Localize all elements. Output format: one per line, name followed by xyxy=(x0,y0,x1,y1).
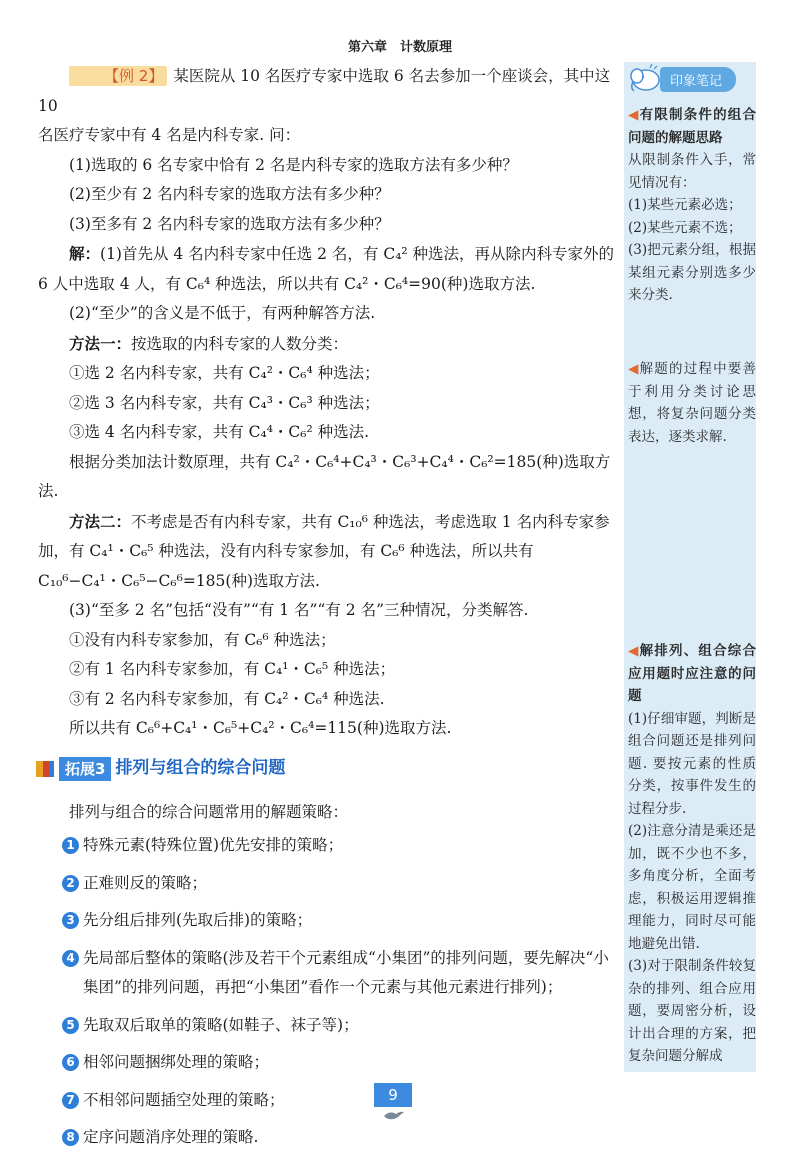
method-2-label: 方法二： xyxy=(69,511,132,531)
note-1-item: (3)把元素分组，根据某组元素分别选多少来分类. xyxy=(628,242,756,303)
strategy-text: 定序问题消序处理的策略. xyxy=(83,1128,259,1146)
solution-label: 解： xyxy=(69,244,101,263)
number-badge-icon: 5 xyxy=(62,1017,79,1034)
number-badge-icon: 7 xyxy=(62,1092,79,1109)
strategy-item xyxy=(38,1086,616,1116)
strategy-item xyxy=(38,1123,616,1153)
section-intro: 排列与组合的综合问题常用的解题策略： xyxy=(69,802,349,821)
example-problem-cont: 名医疗专家中有 4 名是内科专家. 问： xyxy=(38,126,301,144)
solution-part-1: (1)首先从 4 名内科专家中任选 2 名，有 C₄² 种选法，再从除内科专家外的 6 人中选取 4 人，有 C₆⁴ 种选法，所以共有 C₄²・C₆⁴=90(种)选取方法. xyxy=(38,245,615,293)
number-badge-icon: 3 xyxy=(62,912,79,929)
solution-part-2: (2)“至少”的含义是不低于，有两种解答方法. xyxy=(69,304,376,322)
note-1-title: 有限制条件的组合问题的解题思路 xyxy=(628,107,757,146)
strategy-item xyxy=(38,869,616,899)
note-1-item: (2)某些元素不选； xyxy=(628,219,742,236)
note-1-item: (1)某些元素必选； xyxy=(628,197,742,213)
note-3-item: (3)对于限制条件较复杂的排列、组合应用题，要周密分析，设计出合理的方案，把复杂问题分解成 xyxy=(628,958,756,1064)
note-1-body: 从限制条件入手，常见情况有： xyxy=(628,152,756,191)
number-badge-icon: 1 xyxy=(62,837,79,854)
note-1: ◀有限制条件的组合问题的解题思路 从限制条件入手，常见情况有： (1)某些元素必选； (2)某些元素不选； (3)把元素分组，根据某组元素分别选多少来分类. xyxy=(628,104,756,307)
strategy-text: 正难则反的策略； xyxy=(83,873,208,892)
strategy-text: 先分组后排列(先取后排)的策略； xyxy=(83,911,313,929)
number-badge-icon: 6 xyxy=(62,1054,79,1071)
elephant-icon xyxy=(628,62,664,94)
number-badge-icon: 2 xyxy=(62,875,79,892)
section-tag: 拓展3 xyxy=(59,757,111,781)
strategy-text: 先取双后取单的策略(如鞋子、袜子等)； xyxy=(83,1015,359,1034)
method-1-total: 根据分类加法计数原理，共有 C₄²・C₆⁴+C₄³・C₆³+C₄⁴・C₆²=185(种)选取方法. xyxy=(38,452,611,500)
strategy-text: 不相邻问题插空处理的策略； xyxy=(83,1090,285,1109)
method-1-text: 按选取的内科专家的人数分类： xyxy=(131,334,349,353)
strategy-item xyxy=(38,831,616,861)
question-3: (3)至多有 2 名内科专家的选取方法有多少种？ xyxy=(69,214,390,233)
method-1-label: 方法一： xyxy=(69,333,132,353)
example-tag: 【 例 2 】 xyxy=(69,66,167,86)
notes-title: 印象笔记 xyxy=(660,67,736,92)
method-1-case: ①选 2 名内科专家，共有 C₄²・C₆⁴ 种选法； xyxy=(69,364,380,382)
strategy-item xyxy=(38,1011,616,1041)
bird-icon xyxy=(382,1108,406,1122)
solution-part-3: (3)“至多 2 名”包括“没有”“有 1 名”“有 2 名”三种情况，分类解答. xyxy=(69,601,529,619)
strategy-list xyxy=(38,831,616,1153)
main-content xyxy=(38,62,616,1161)
note-3-item: (2)注意分清是乘还是加，既不少也不多，多角度分析，全面考虑，积极运用逻辑推理能力，同时尽可能地避免出错. xyxy=(628,823,756,952)
note-2: ◀解题的过程中要善于利用分类讨论思想，将复杂问题分类表达，逐类求解. xyxy=(628,361,757,445)
section-title: 排列与组合的综合问题 xyxy=(115,757,286,778)
strategy-item xyxy=(38,906,616,936)
note-3-item: (1)仔细审题，判断是组合问题还是排列问题. 要按元素的性质分类，按事件发生的过程分步. xyxy=(628,710,756,817)
number-badge-icon: 4 xyxy=(62,950,79,967)
example-problem: 某医院从 10 名医疗专家中选取 6 名去参加一个座谈会，其中这 10 xyxy=(38,67,611,115)
question-2: (2)至少有 2 名内科专家的选取方法有多少种？ xyxy=(69,185,390,203)
strategy-text: 先局部后整体的策略(涉及若干个元素组成“小集团”的排列问题，要先解决“小集团”的排列问题，再把“小集团”看作一个元素与其他元素进行排列)； xyxy=(83,948,609,996)
strategy-text: 特殊元素(特殊位置)优先安排的策略； xyxy=(83,836,344,854)
chapter-header: 第六章 计数原理 xyxy=(347,40,452,55)
note-3: ◀解排列、组合综合应用题时应注意的问题 (1)仔细审题，判断是组合问题还是排列问题. 要按元素的性质分类，按事件发生的过程分步. (2)注意分清是乘还是加，既不少也不多，多角度分析，全面考虑，积极运用逻辑推理能力，同时尽可能地避免出错. (3)对于限制条件较复杂的排列、组合应用题，要周密分析，设计出合理的方案，把复杂问题分解成 xyxy=(628,640,756,1068)
method-2-text: 不考虑是否有内科专家，共有 C₁₀⁶ 种选法，考虑选取 1 名内科专家参加，有 C₄¹・C₆⁵ 种选法，没有内科专家参加，有 C₆⁶ 种选法，所以共有 C₁₀⁶−C₄¹・C₆⁵−C₆⁶=185(种)选取方法. xyxy=(38,512,610,590)
question-1: (1)选取的 6 名专家中恰有 2 名是内科专家的选取方法有多少种？ xyxy=(69,155,518,174)
part-3-total: 所以共有 C₆⁶+C₄¹・C₆⁵+C₄²・C₆⁴=115(种)选取方法. xyxy=(69,719,452,737)
part-3-case: ①没有内科专家参加，有 C₆⁶ 种选法； xyxy=(69,630,336,649)
strategy-item xyxy=(38,944,616,1003)
strategy-text: 相邻问题捆绑处理的策略； xyxy=(83,1053,270,1071)
method-1-case: ③选 4 名内科专家，共有 C₄⁴・C₆² 种选法. xyxy=(69,423,370,441)
strategy-item xyxy=(38,1048,616,1078)
part-3-case: ③有 2 名内科专家参加，有 C₄²・C₆⁴ 种选法. xyxy=(69,689,385,708)
note-3-title: 解排列、组合综合应用题时应注意的问题 xyxy=(628,643,757,704)
number-badge-icon: 8 xyxy=(62,1129,79,1146)
section-heading xyxy=(34,756,616,782)
part-3-case: ②有 1 名内科专家参加，有 C₄¹・C₆⁵ 种选法； xyxy=(69,660,396,678)
note-2-text: 解题的过程中要善于利用分类讨论思想，将复杂问题分类表达，逐类求解. xyxy=(628,361,757,445)
page-number: 9 xyxy=(374,1083,412,1107)
book-icon xyxy=(34,758,56,780)
method-1-case: ②选 3 名内科专家，共有 C₄³・C₆³ 种选法； xyxy=(69,393,380,412)
